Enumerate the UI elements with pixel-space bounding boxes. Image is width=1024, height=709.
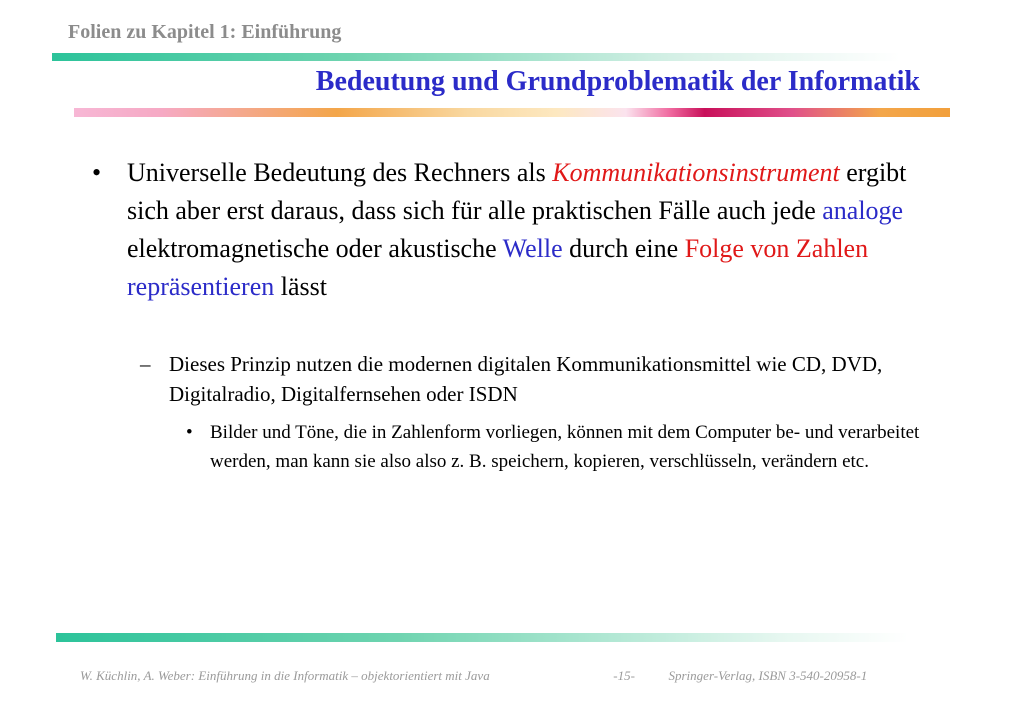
text-run: ergibt sich aber erst daraus, dass sich für alle praktischen Fälle auch jede — [127, 158, 907, 225]
bullet-marker: • — [92, 158, 102, 187]
text-run: elektromagnetische oder akustische — [127, 234, 503, 263]
main-bullet-text — [127, 154, 947, 306]
emphasis-analoge: analoge — [822, 196, 904, 225]
sub-bullet-text: Dieses Prinzip nutzen die modernen digitalen Kommunikationsmittel wie CD, DVD, Digitalradio, Digitalfernsehen oder ISDN — [169, 352, 883, 406]
emphasis-welle: Welle — [502, 234, 563, 263]
footer-publisher: Springer-Verlag, ISBN 3-540-20958-1 — [668, 668, 868, 683]
text-run: durch eine — [562, 234, 685, 263]
emphasis-repraesentieren: repräsentieren — [127, 272, 275, 301]
chapter-heading: Folien zu Kapitel 1: Einführung — [68, 21, 342, 43]
text-run: lässt — [274, 272, 327, 301]
sub-sub-bullet-text: Bilder und Töne, die in Zahlenform vorliegen, können mit dem Computer be- und verarbeitet werden, man kann sie also also z. B. speichern, kopieren, verschlüsseln, verändern etc. — [210, 422, 920, 472]
text-run: Universelle Bedeutung des Rechners als — [127, 158, 553, 187]
header-divider-bar — [52, 53, 900, 61]
dash-marker: – — [140, 352, 151, 376]
bullet-marker: • — [186, 422, 193, 443]
slide-title: Bedeutung und Grundproblematik der Informatik — [315, 66, 920, 97]
footer-page-number: -15- — [613, 668, 635, 683]
emphasis-kommunikationsinstrument: Kommunikationsinstrument — [552, 158, 840, 187]
footer — [80, 668, 867, 684]
emphasis-folge-von-zahlen: Folge von Zahlen — [684, 234, 869, 263]
footer-divider-bar — [56, 633, 908, 642]
title-divider-bar — [74, 108, 950, 117]
footer-authors: W. Küchlin, A. Weber: Einführung in die Informatik – objektorientiert mit Java — [80, 668, 490, 683]
